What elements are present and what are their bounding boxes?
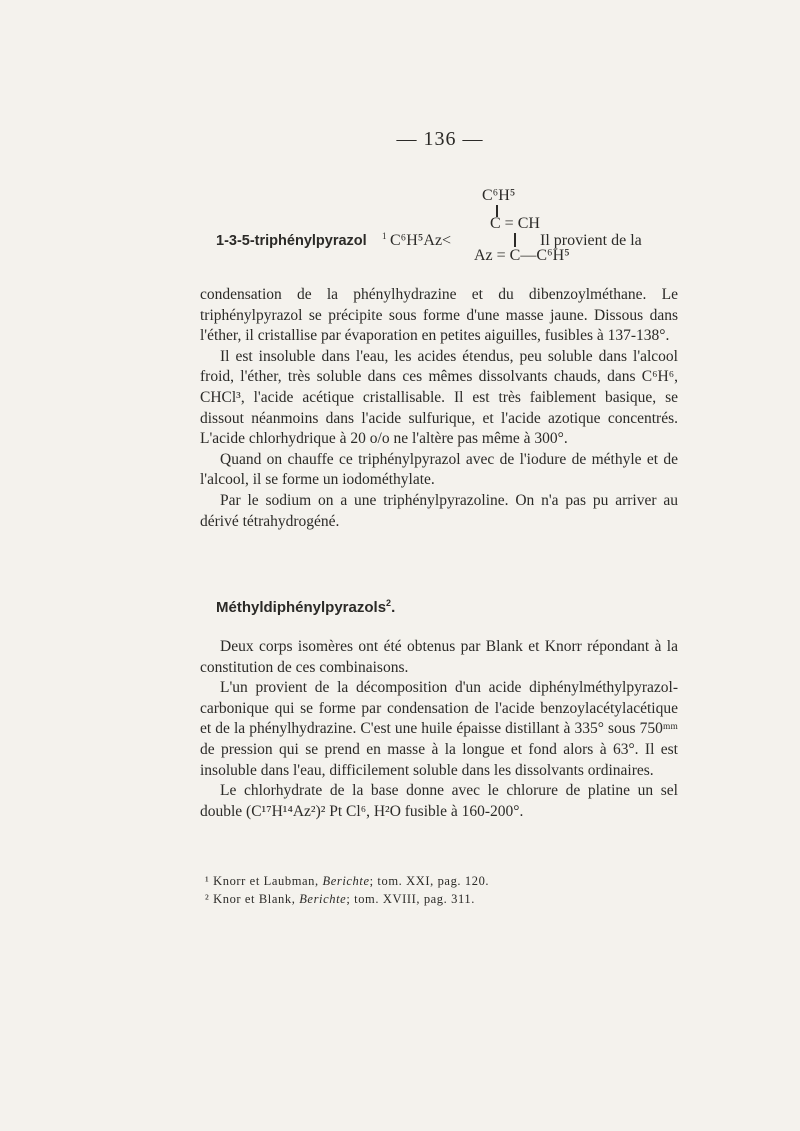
formula-az-eq-c: Az = C—C⁶H⁵: [474, 247, 570, 264]
compound-name: 1-3-5-triphénylpyrazol: [216, 233, 367, 249]
page-number: — 136 —: [396, 128, 484, 150]
section-paragraph-1: Deux corps isomères ont été obtenus par Blank et Knorr répondant à la constitution de ces combinaisons.: [200, 638, 678, 676]
section-paragraph-3: Le chlorhydrate de la base donne avec le chlorure de platine un sel double (C¹⁷H¹⁴Az²)² Pt Cl⁶, H²O fusible à 160-200°.: [200, 782, 678, 820]
footnote-2: [205, 890, 675, 908]
formula-core-prefix: C⁶H⁵Az<: [390, 232, 452, 249]
paragraph-3: Quand on chauffe ce triphénylpyrazol avec de l'iodure de méthyle et de l'alcool, il se forme un iodométhylate.: [200, 450, 678, 489]
paragraph-4: Par le sodium on a une triphénylpyrazoline. On n'a pas pu arriver au dérivé tétrahydrogéné.: [200, 491, 678, 530]
footnote-1-authors: Knorr et Laubman,: [213, 874, 319, 888]
formula-vertical-bond-2: [514, 233, 516, 247]
footnote-1: [205, 872, 675, 890]
footnote-1-ref: ; tom. XXI, pag. 120.: [369, 874, 490, 888]
footnote-2-mark: ²: [205, 892, 210, 906]
footnote-1-journal: Berichte: [322, 874, 370, 888]
footnote-2-ref: ; tom. XVIII, pag. 311.: [346, 892, 475, 906]
footnote-1-mark: ¹: [205, 874, 210, 888]
section-paragraph-2: L'un provient de la décomposition d'un acide diphénylméthylpyrazol-carbonique qui se forme par condensation de l'acide benzoylacétylacétique et de la phénylhydrazine. C'est une huile épaisse distillant à 335° sous 750ᵐᵐ de pression qui se prend en masse à la longue et fond alors à 63°. Il est insoluble dans l'eau, difficilement soluble dans les dissolvants ordinaires.: [200, 679, 678, 779]
section-footnote-ref: 2: [386, 598, 392, 608]
footnote-2-authors: Knor et Blank,: [213, 892, 296, 906]
paragraph-1: condensation de la phénylhydrazine et du dibenzoylméthane. Le triphénylpyrazol se précipite sous forme d'une masse jaune. Dissous dans l'éther, il cristallise par évaporation en petites aiguilles, fusibles à 137-138°.: [200, 286, 678, 345]
paragraph-2: Il est insoluble dans l'eau, les acides étendus, peu soluble dans l'alcool froid, l'éther, très soluble dans ces mêmes dissolvants chauds, dans C⁶H⁶, CHCl³, l'acide acétique cristallisable. Il est très faiblement basique, se dissout néanmoins dans l'acide sulfurique, et l'acide azotique concentrés. L'acide chlorhydrique à 20 o/o ne l'altère pas même à 300°.: [200, 347, 678, 448]
section-title: Méthyldiphénylpyrazols$^2$.: [216, 598, 396, 616]
section-text: [200, 637, 678, 822]
footnotes: [205, 872, 675, 908]
formula-top-substituent: C⁶H⁵: [482, 187, 516, 204]
main-text: [200, 285, 678, 532]
footnote-2-journal: Berichte: [299, 892, 347, 906]
chemical-formula: C⁶H⁵ C = CH 1-3-5-triphénylpyrazol 1 C⁶H⁵Az< Il provient de la Az = C—C⁶H⁵: [216, 187, 642, 264]
section-title-text: Méthyldiphénylpyrazols: [216, 599, 387, 616]
formula-c-eq-ch: C = CH: [490, 215, 540, 232]
formula-tail-text: Il provient de la: [540, 232, 642, 249]
